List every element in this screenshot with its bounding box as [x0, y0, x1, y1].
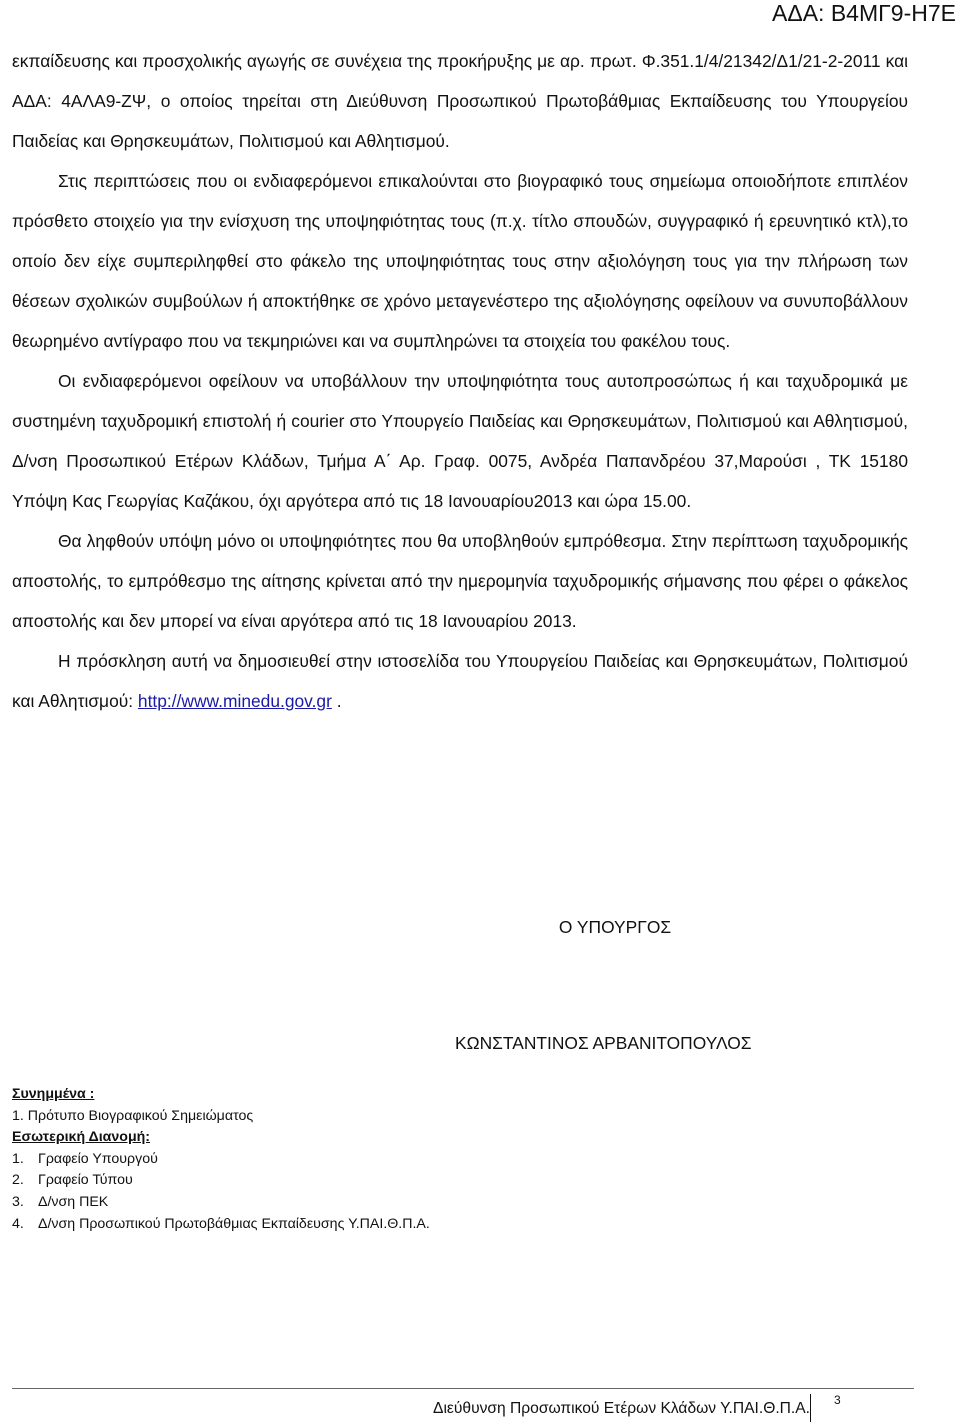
minedu-link[interactable]: http://www.minedu.gov.gr	[137, 691, 332, 711]
list-item-number: 1.	[12, 1150, 24, 1167]
paragraph-publication	[12, 641, 908, 721]
list-item-number: 2.	[12, 1172, 24, 1189]
list-item-text: Δ/νση ΠΕΚ	[38, 1193, 109, 1210]
footer-divider	[12, 1388, 914, 1389]
attachment-item: 1. Πρότυπο Βιογραφικού Σημειώματος	[12, 1107, 254, 1124]
list-item-text: Γραφείο Τύπου	[38, 1172, 133, 1189]
publication-suffix: .	[331, 691, 342, 711]
list-item	[12, 1170, 430, 1192]
signature-title: Ο ΥΠΟΥΡΓΟΣ	[558, 917, 672, 937]
footer-separator	[810, 1394, 811, 1422]
ada-code: ΑΔΑ: Β4ΜΓ9-Η7Ε	[772, 0, 956, 26]
distribution-heading: Εσωτερική Διανομή:	[12, 1129, 151, 1146]
list-item	[12, 1192, 430, 1214]
list-item-text: Γραφείο Υπουργού	[38, 1150, 158, 1167]
page-footer	[0, 1388, 960, 1422]
list-item-number: 4.	[12, 1215, 24, 1232]
list-item	[12, 1149, 430, 1171]
publication-text: Η πρόσκληση αυτή να δημοσιευθεί στην ιστοσελίδα του Υπουργείου Παιδείας και Θρησκευμάτων, Πολιτισμού και Αθλητισμού:	[12, 651, 908, 711]
paragraph-submission: Οι ενδιαφερόμενοι οφείλουν να υποβάλλουν την υποψηφιότητα τους αυτοπροσώπως ή και ταχυδρομικά με συστημένη ταχυδρομική επιστολή ή courier στο Υπουργείο Παιδείας και Θρησκευμάτων, Πολιτισμού και Αθλητισμού, Δ/νση Προσωπικού Ετέρων Κλάδων, Τμήμα Α΄ Αρ. Γραφ. 0075, Ανδρέα Παπανδρέου 37,Μαρούσι , ΤΚ 15180 Υπόψη Κας Γεωργίας Καζάκου, όχι αργότερα από τις 18 Ιανουαρίου2013 και ώρα 15.00.	[12, 371, 908, 511]
list-item	[12, 1214, 430, 1236]
footer-department: Διεύθυνση Προσωπικού Ετέρων Κλάδων Υ.ΠΑΙ.Θ.Π.Α.	[433, 1400, 810, 1417]
attachments-heading: Συνημμένα :	[12, 1086, 95, 1102]
paragraph-registry: εκπαίδευσης και προσχολικής αγωγής σε συνέχεια της προκήρυξης με αρ. πρωτ. Φ.351.1/4/21342/Δ1/21-2-2011 και ΑΔΑ: 4ΑΛΑ9-ΖΨ, ο οποίος τηρείται στη Διεύθυνση Προσωπικού Πρωτοβάθμιας Εκπαίδευσης του Υπουργείου Παιδείας και Θρησκευμάτων, Πολιτισμού και Αθλητισμού.	[12, 51, 908, 151]
signature-name: ΚΩΝΣΤΑΝΤΙΝΟΣ ΑΡΒΑΝΙΤΟΠΟΥΛΟΣ	[455, 1033, 752, 1053]
list-item-text: Δ/νση Προσωπικού Πρωτοβάθμιας Εκπαίδευσης Υ.ΠΑΙ.Θ.Π.Α.	[38, 1215, 430, 1232]
annex-section	[12, 1084, 430, 1235]
page-number: 3	[834, 1393, 841, 1407]
list-item-number: 3.	[12, 1193, 24, 1210]
distribution-list	[12, 1149, 430, 1235]
document-body	[12, 41, 908, 721]
paragraph-additional-documents: Στις περιπτώσεις που οι ενδιαφερόμενοι επικαλούνται στο βιογραφικό τους σημείωμα οποιοδήποτε επιπλέον πρόσθετο στοιχείο για την ενίσχυση της υποψηφιότητας τους (π.χ. τίτλο σπουδών, συγγραφικό ή ερευνητικό κτλ),το οποίο δεν είχε συμπεριληφθεί στο φάκελο της υποψηφιότητας τους στην αξιολόγηση τους για την πλήρωση των θέσεων σχολικών συμβούλων ή αποκτήθηκε σε χρόνο μεταγενέστερο της αξιολόγησης οφείλουν να συνυποβάλλουν θεωρημένο αντίγραφο που να τεκμηριώνει και να συμπληρώνει τα στοιχεία του φακέλου τους.	[12, 171, 908, 351]
paragraph-deadline: Θα ληφθούν υπόψη μόνο οι υποψηφιότητες που θα υποβληθούν εμπρόθεσμα. Στην περίπτωση ταχυδρομικής αποστολής, το εμπρόθεσμο της αίτησης κρίνεται από την ημερομηνία ταχυδρομικής σήμανσης που φέρει ο φάκελος αποστολής και δεν μπορεί να είναι αργότερα από τις 18 Ιανουαρίου 2013.	[12, 531, 908, 631]
